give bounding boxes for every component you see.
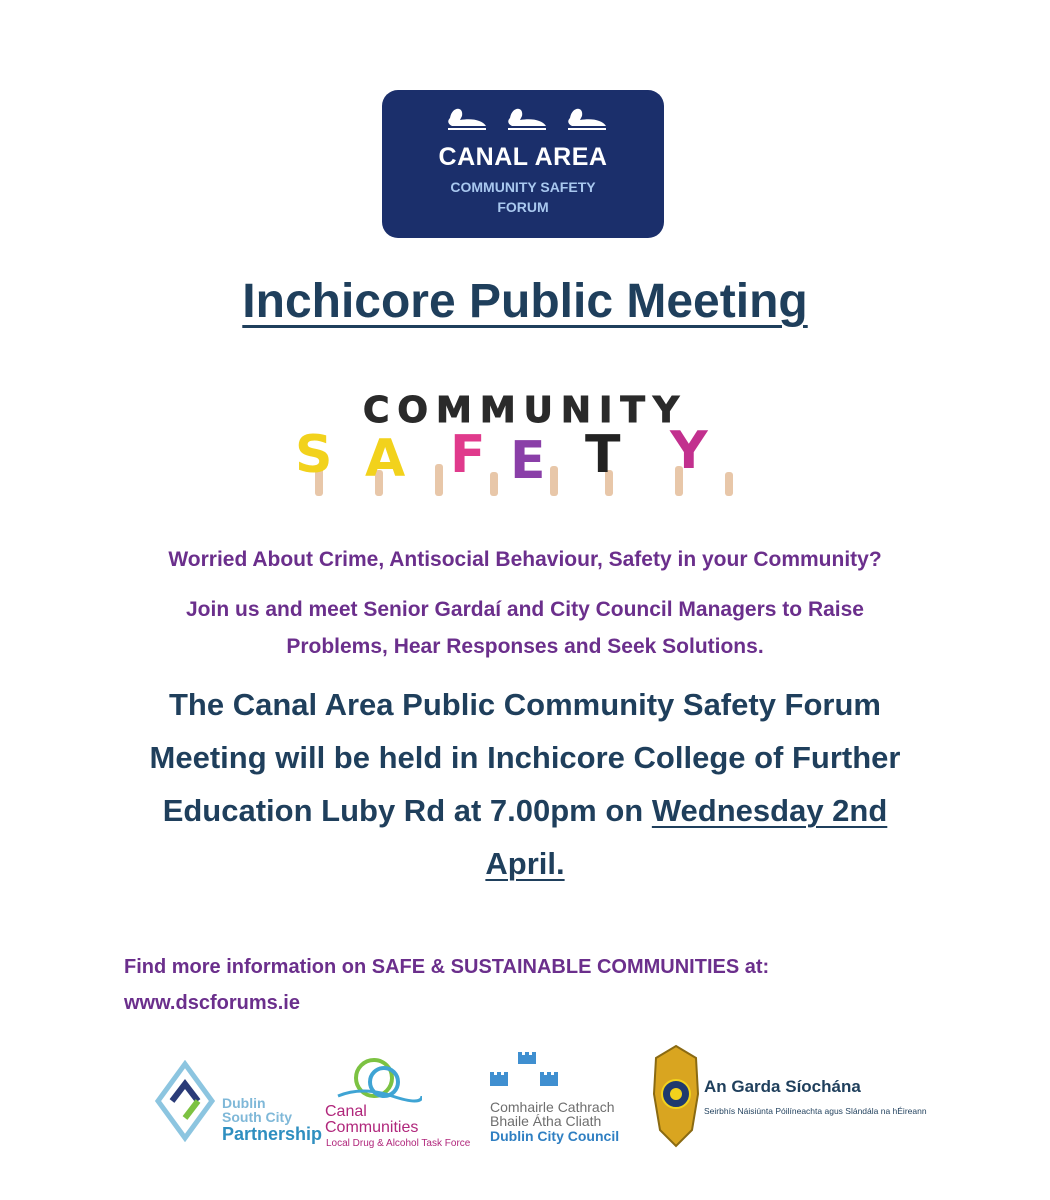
dscp-logo: [150, 1060, 323, 1150]
page-title: Inchicore Public Meeting: [242, 275, 808, 328]
forum-logo-subtitle: COMMUNITY SAFETY: [450, 179, 596, 195]
meeting-details: The Canal Area Public Community Safety Forum: [169, 687, 881, 722]
castles-icon: [488, 1050, 568, 1096]
safety-letter: A: [365, 429, 406, 489]
safety-letter: S: [295, 426, 333, 485]
garda-logo: [652, 1044, 927, 1150]
garda-name: An Garda Síochána: [704, 1077, 861, 1096]
dcc-name-irish: Bhaile Átha Cliath: [490, 1113, 602, 1129]
dscp-name: South City: [222, 1109, 292, 1125]
safety-letter: T: [585, 426, 621, 485]
canal-communities-logo: [322, 1056, 492, 1152]
community-word: COMMUNITY: [362, 390, 688, 431]
dscp-name: Partnership: [222, 1124, 323, 1144]
meeting-details-text: Education Luby Rd at 7.00pm on: [162, 793, 652, 828]
garda-badge-icon: [652, 1044, 700, 1148]
dublin-city-council-logo: [488, 1050, 658, 1150]
meeting-date-month: [0, 846, 1050, 882]
info-url-link[interactable]: www.dscforums.ie: [124, 992, 300, 1014]
intro-question: Worried About Crime, Antisocial Behaviour, Safety in your Community?: [168, 548, 882, 571]
meeting-date: Wednesday 2nd: [651, 793, 888, 828]
canal-communities-tagline: Local Drug & Alcohol Task Force: [326, 1138, 471, 1149]
dscp-diamond-icon: [150, 1060, 220, 1142]
meeting-details: [0, 793, 1050, 829]
swans-icon: [382, 96, 664, 136]
intro-invite: Join us and meet Senior Gardaí and City Council Managers to Raise: [186, 598, 864, 621]
safety-letter: E: [510, 431, 546, 491]
canal-area-forum-logo: [382, 90, 664, 238]
forum-logo-subtitle: FORUM: [497, 199, 549, 215]
garda-tagline: Seirbhís Náisiúnta Póilíneachta agus Slándála na hÉireann: [704, 1106, 927, 1116]
safety-letter: F: [450, 426, 486, 485]
dcc-name-english: Dublin City Council: [490, 1128, 620, 1144]
meeting-date: April.: [485, 846, 565, 881]
meeting-details: Meeting will be held in Inchicore College of Further: [149, 740, 901, 775]
dcc-name-irish: Comhairle Cathrach: [490, 1099, 615, 1115]
safety-letter: Y: [670, 426, 708, 481]
canal-communities-name: Communities: [325, 1119, 419, 1136]
info-text: Find more information on SAFE & SUSTAINABLE COMMUNITIES at:: [124, 956, 770, 978]
dscp-name: Dublin: [222, 1095, 266, 1111]
safety-letters-graphic: [285, 426, 765, 496]
intro-invite: Problems, Hear Responses and Seek Solutions.: [286, 635, 764, 658]
canal-communities-name: Canal: [325, 1103, 367, 1120]
forum-logo-title: CANAL AREA: [438, 143, 608, 171]
